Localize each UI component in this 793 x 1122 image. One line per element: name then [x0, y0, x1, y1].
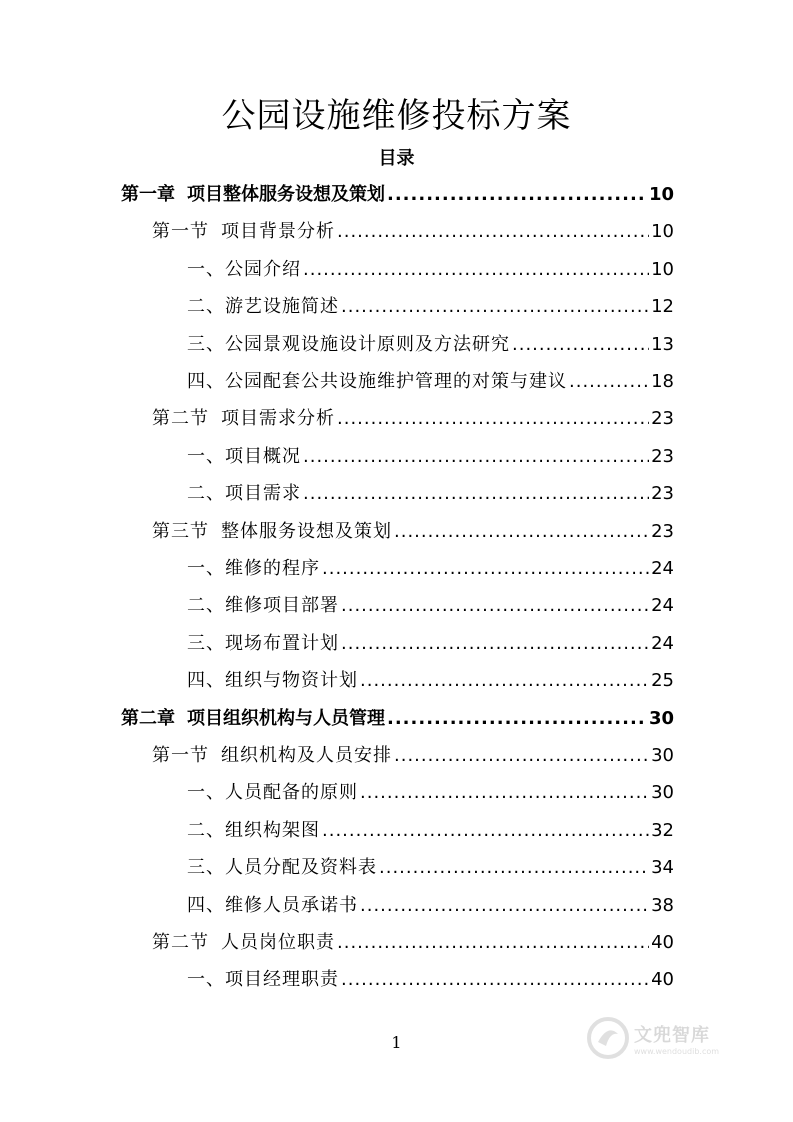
toc-entry-title: 项目组织机构与人员管理: [187, 707, 385, 729]
toc-entry-number: 四、: [187, 371, 225, 392]
toc-entry-item[interactable]: [187, 292, 674, 329]
toc-entry-title: 组织与物资计划: [225, 670, 358, 692]
toc-entry-page: 18: [651, 371, 674, 392]
toc-dot-leader: [341, 296, 649, 317]
toc-entry-page: 34: [651, 857, 674, 879]
toc-entry-item[interactable]: [187, 255, 674, 292]
toc-entry-item[interactable]: [187, 666, 674, 703]
toc-entry-title: 项目需求: [225, 483, 301, 505]
toc-entry-title: 公园景观设施设计原则及方法研究: [225, 333, 510, 355]
toc-entry-page: 12: [651, 296, 674, 318]
toc-entry-title: 公园介绍: [225, 258, 301, 280]
toc-dot-leader: [303, 446, 649, 467]
toc-entry-page: 40: [651, 932, 674, 953]
toc-entry-page: 23: [651, 520, 674, 542]
toc-entry-number: 第二节: [152, 932, 209, 953]
toc-entry-title: 项目背景分析: [221, 221, 335, 243]
toc-entry-number: 第一节: [152, 745, 209, 766]
toc-entry-number: 一、: [187, 969, 225, 991]
toc-entry-number: 第二章: [121, 707, 175, 729]
toc-entry-title: 人员分配及资料表: [225, 857, 377, 879]
toc-entry-title: 项目整体服务设想及策划: [187, 184, 385, 205]
toc-dot-leader: [322, 820, 649, 841]
toc-entry-page: 23: [651, 483, 674, 505]
document-title: 公园设施维修投标方案: [221, 96, 572, 136]
page-number: 1: [391, 1033, 402, 1052]
toc-entry-item[interactable]: [187, 554, 674, 591]
toc-entry-number: 二、: [187, 483, 225, 505]
toc-entry-number: 第三节: [152, 520, 209, 542]
toc-entry-number: 四、: [187, 894, 225, 916]
toc-entry-section[interactable]: [152, 928, 674, 965]
toc-dot-leader: [337, 932, 649, 953]
toc-entry-number: 三、: [187, 857, 225, 879]
watermark-url: www.wendoudib.com: [634, 1046, 720, 1056]
toc-entry-chapter[interactable]: [121, 704, 674, 741]
toc-entry-title: 人员配备的原则: [225, 782, 358, 804]
toc-entry-title: 组织构架图: [225, 819, 320, 841]
toc-heading: 目录: [378, 148, 415, 169]
toc-entry-page: 25: [651, 670, 674, 692]
toc-entry-page: 24: [651, 558, 674, 579]
toc-entry-title: 人员岗位职责: [221, 932, 335, 953]
toc-dot-leader: [303, 483, 649, 504]
toc-dot-leader: [569, 371, 649, 392]
toc-entry-title: 项目经理职责: [225, 969, 339, 991]
toc-entry-item[interactable]: [187, 965, 674, 1002]
toc-entry-page: 13: [651, 333, 674, 355]
toc-dot-leader: [341, 595, 649, 616]
toc-entry-number: 三、: [187, 632, 225, 654]
toc-entry-item[interactable]: [187, 442, 674, 479]
toc-dot-leader: [337, 221, 649, 242]
toc-dot-leader: [379, 857, 649, 878]
toc-entry-item[interactable]: [187, 778, 674, 815]
toc-entry-page: 23: [651, 408, 674, 430]
toc-dot-leader: [387, 708, 647, 729]
toc-entry-title: 维修项目部署: [225, 595, 339, 617]
toc-entry-item[interactable]: [187, 479, 674, 516]
toc-entry-section[interactable]: [152, 404, 674, 441]
toc-entry-page: 40: [651, 969, 674, 991]
toc-entry-number: 一、: [187, 558, 225, 579]
toc-entry-item[interactable]: [187, 629, 674, 666]
toc-entry-title: 整体服务设想及策划: [221, 520, 392, 542]
toc-entry-title: 维修人员承诺书: [225, 894, 358, 916]
toc-entry-page: 24: [651, 632, 674, 654]
toc-entry-page: 32: [651, 819, 674, 841]
toc-entry-section[interactable]: [152, 517, 674, 554]
toc-entry-chapter[interactable]: [121, 180, 674, 217]
toc-dot-leader: [360, 895, 649, 916]
toc-entry-number: 第一章: [121, 184, 175, 205]
toc-entry-number: 二、: [187, 819, 225, 841]
toc-entry-section[interactable]: [152, 741, 674, 778]
toc-dot-leader: [360, 670, 649, 691]
toc-entry-title: 项目需求分析: [221, 408, 335, 430]
toc-dot-leader: [337, 408, 649, 429]
toc-entry-page: 10: [651, 221, 674, 243]
toc-dot-leader: [322, 558, 649, 579]
toc-entry-item[interactable]: [187, 591, 674, 628]
toc-entry-number: 一、: [187, 258, 225, 280]
toc-entry-number: 二、: [187, 595, 225, 617]
toc-entry-number: 一、: [187, 782, 225, 804]
toc-entry-page: 30: [648, 707, 674, 729]
toc-entry-page: 10: [651, 258, 674, 280]
toc-entry-number: 第二节: [152, 408, 209, 430]
toc-dot-leader: [360, 782, 649, 803]
toc-entry-number: 三、: [187, 333, 225, 355]
toc-dot-leader: [341, 633, 649, 654]
toc-entry-page: 23: [651, 445, 674, 467]
toc-entry-title: 项目概况: [225, 445, 301, 467]
toc-dot-leader: [387, 184, 647, 205]
toc-entry-page: 38: [651, 894, 674, 916]
toc-dot-leader: [512, 334, 649, 355]
toc-entry-item[interactable]: [187, 330, 674, 367]
watermark-logo-icon: [586, 1016, 630, 1060]
toc-entry-page: 10: [648, 184, 674, 205]
toc-dot-leader: [303, 259, 649, 280]
watermark: [586, 1016, 719, 1060]
toc-entry-number: 二、: [187, 296, 225, 318]
toc-dot-leader: [394, 745, 649, 766]
toc-entry-page: 30: [651, 782, 674, 804]
toc-entry-page: 24: [651, 595, 674, 617]
toc-entry-section[interactable]: [152, 217, 674, 254]
toc-entry-item[interactable]: [187, 816, 674, 853]
toc-dot-leader: [341, 969, 649, 990]
toc-entry-item[interactable]: [187, 853, 674, 890]
toc-entry-item[interactable]: [187, 891, 674, 928]
toc-entry-title: 组织机构及人员安排: [221, 745, 392, 766]
toc-entry-number: 第一节: [152, 221, 209, 243]
toc-entry-number: 一、: [187, 445, 225, 467]
toc-entry-title: 现场布置计划: [225, 632, 339, 654]
toc-entry-page: 30: [651, 745, 674, 766]
toc-entry-title: 公园配套公共设施维护管理的对策与建议: [225, 371, 567, 392]
watermark-brand: 文兜智库: [634, 1024, 710, 1046]
toc-entry-item[interactable]: [187, 367, 674, 404]
toc-entry-title: 维修的程序: [225, 558, 320, 579]
toc-entry-number: 四、: [187, 670, 225, 692]
toc-dot-leader: [394, 521, 649, 542]
toc-entry-title: 游艺设施简述: [225, 296, 339, 318]
